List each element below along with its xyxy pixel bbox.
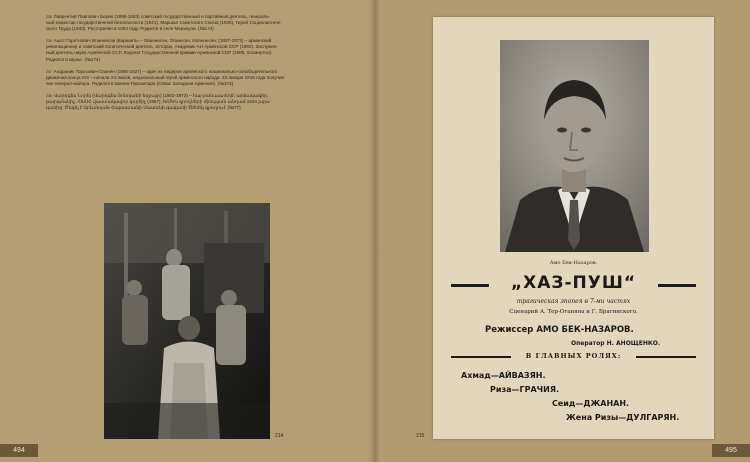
page-number-left: 494	[0, 444, 38, 457]
right-folio: 215	[416, 433, 425, 439]
director-label: Режиссер	[485, 325, 534, 335]
footnote-number: 236	[46, 39, 52, 44]
roles-heading: В ГЛАВНЫХ РОЛЯХ:	[525, 352, 622, 360]
footnote-line: движения конца XIX – начала XX веков, национальный герой армянского народа. 23 января 1918 года получил	[46, 74, 285, 80]
film-poster	[433, 17, 714, 439]
portrait-photo	[500, 40, 649, 252]
book-gutter	[370, 0, 380, 462]
footnote-line: революционер и советский политический деятель, историк. Академик АН Армянской ССР (1960). Заслужен-	[46, 44, 278, 50]
footnote-number: 237	[46, 69, 52, 74]
cast-member: Жена Ризы—ДУЛГАРЯН.	[566, 413, 680, 422]
footnote-line: ный деятель науки Армянской ССР. Лауреат Государственной премии Армянской ССР (1985, посмертно).	[46, 50, 273, 56]
footnote-line: կանից: Ծնվել է Արևմտյան Հայաստանի Սասունի գավառի Ծծնեկ գյուղում: (№77)	[46, 105, 241, 111]
footnote-line: ный комиссар государственной безопасности (1941), Маршал Советского Союза (1945), Герой Социалистиче-	[46, 20, 282, 26]
footnotes	[46, 14, 346, 117]
poster-subtitle: трагическая эпопея в 7-ми частях	[516, 298, 631, 305]
poster-scenario: Сценарий А. Тер-Оганяна и Г. Брагинского.	[509, 309, 638, 315]
footnote-line: ского Труда (1943). Расстрелян в 1953 году. Родился в селе Мерхеули. (№174)	[46, 26, 214, 32]
portrait-caption: Амо Бек-Назаров.	[549, 260, 598, 266]
footnote-line: Родился в Шуше. (№174)	[46, 56, 100, 62]
footnote-line: Лаврентий Павлович Берия (1899-1953) советский государственный и партийный деятель, генераль-	[53, 14, 271, 19]
director-name: АМО БЕК-НАЗАРОВ.	[536, 325, 634, 335]
cast-member: Риза—ГРАЧИЯ.	[490, 385, 560, 394]
roles-heading-row	[451, 352, 696, 362]
poster-operator: Оператор Н. АНОЩЕНКО.	[571, 340, 661, 347]
footnote-line: чин генерал-майора. Родился в Шапин-Гарахисаре (Севас Западная Армения). (№174)	[46, 80, 234, 86]
left-folio: 214	[275, 433, 284, 439]
film-still-illustration	[104, 203, 270, 439]
footnote-line: Վարդգես Նորեյ (Վարդգես Տոնոյանի եղբայր) (1903-1973) – հայ բանաստեղծ, արձակագիր,	[53, 92, 269, 98]
footnote-235	[46, 14, 346, 32]
footnote-line: թարգմանիչ, ՀԽՍՀ վաստակավոր գործիչ (1967), ԽՄԿԿ գրողների միության անդամ 1934 թվա-	[46, 99, 271, 105]
cast-member: Ахмад—АЙВАЗЯН.	[461, 371, 546, 380]
footnote-line: Ашот Гаретнович Иоаннисян (варианты – Ованнисян, Оганесян, Иоаннесян; (1887-1972) – армянский	[53, 38, 272, 44]
footnote-238	[46, 93, 346, 111]
poster-director	[485, 325, 634, 335]
film-still-photo	[104, 203, 270, 439]
footnote-237	[46, 69, 346, 87]
poster-title-row	[451, 273, 696, 295]
portrait-illustration	[500, 40, 649, 252]
footnote-line: Андраник Торосович Озанян (1865-1927) – один из лидеров армянского национально-освободительного	[53, 68, 278, 74]
page-number-right: 495	[712, 444, 750, 457]
footnote-236	[46, 38, 346, 62]
footnote-number: 235	[46, 15, 52, 19]
footnote-number: 238	[46, 93, 52, 98]
poster-title: „ХАЗ-ПУШ“	[510, 273, 637, 293]
cast-member: Сеид—ДЖАНАН.	[552, 399, 630, 408]
